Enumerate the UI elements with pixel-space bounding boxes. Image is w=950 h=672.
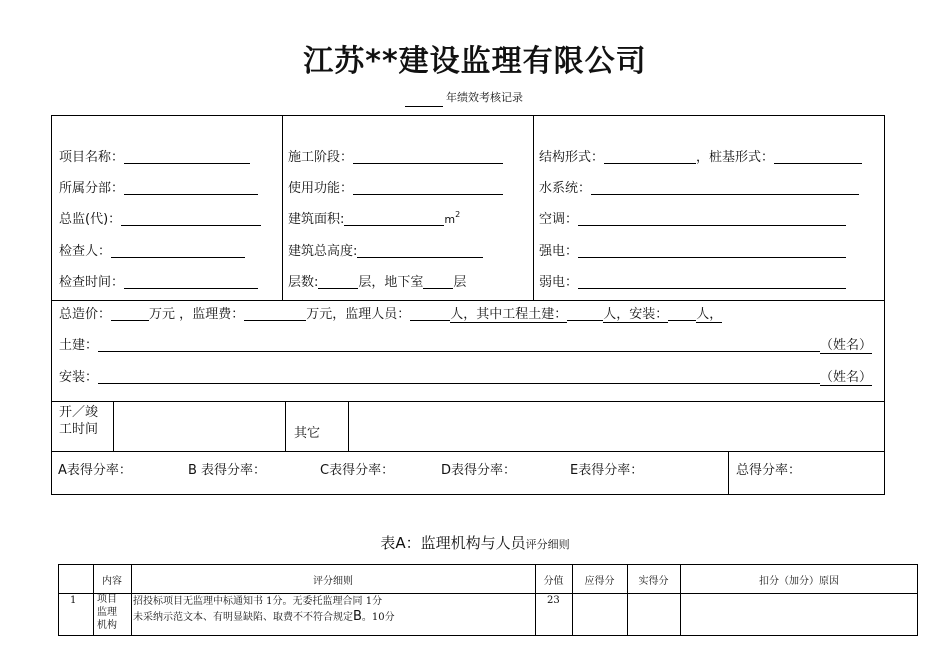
area-unit: m [444,213,456,226]
chief-supervisor-field [59,208,261,227]
field-blank[interactable] [567,306,603,321]
field-blank[interactable] [578,243,846,258]
field-label: 检查人： [59,244,112,259]
field-blank[interactable] [344,211,444,226]
name-hint: （姓名） [820,370,873,385]
civil-staff-row [59,334,872,353]
structure-form-field [539,146,862,165]
year-blank [405,92,443,107]
division-field [59,177,258,196]
start-end-time-label [59,404,98,438]
field-blank[interactable] [410,306,450,321]
table-a-title-main: 表A：监理机构与人员 [380,534,526,552]
field-label: 水系统： [539,181,592,196]
field-label: 建筑面积: [288,212,345,227]
field-blank[interactable] [774,149,862,164]
content-line: 监理 [97,607,117,618]
col-header-score: 分值 [543,576,564,587]
field-blank[interactable] [353,149,503,164]
field-label: 总造价： [59,307,112,322]
detail-text: 。10分 [361,612,395,623]
document-subtitle: 年绩效考核记录 [446,91,523,104]
field-label: 所属分部： [59,181,125,196]
field-blank[interactable] [578,211,846,226]
field-label: 层数: [288,275,319,290]
field-label: 总监(代)： [59,212,122,227]
inspector-field [59,240,245,259]
building-area-field [288,208,460,227]
divider [285,401,286,451]
field-blank[interactable] [124,274,258,289]
cost-row [59,303,722,322]
field-label: 土建： [59,338,99,353]
field-label: 安装： [59,370,99,385]
content-line: 机构 [97,620,117,631]
construction-stage-field [288,146,503,165]
name-hint: （姓名） [820,338,873,353]
col-header-reason: 扣分（加分）原因 [759,576,839,587]
field-blank[interactable] [423,274,453,289]
other-label: 其它 [294,426,321,441]
field-label: 强电： [539,244,579,259]
project-name-field [59,146,250,165]
row-content [97,593,117,632]
field-label: 人，其中工程土建： [450,307,568,322]
field-label: 万元，监理人员： [306,307,411,322]
score-total: 总得分率： [736,463,802,478]
divider [52,300,884,301]
score-d: D表得分率： [441,463,517,478]
detail-line: 招投标项目无监理中标通知书 1分。无委托监理合同 1分 [133,596,383,607]
col-header-content: 内容 [102,576,122,587]
usage-field [288,177,503,196]
field-label: ，桩基形式： [696,150,775,165]
score-e: E表得分率： [570,463,644,478]
row-score: 23 [547,595,560,606]
detail-text: 未采纳示范文本、有明显缺陷、取费不不符合规定 [133,612,353,623]
field-blank[interactable] [124,149,250,164]
table-a-title-sub: 评分细则 [525,538,570,551]
area-exponent: 2 [455,210,461,219]
floors-field [288,271,466,290]
weak-current-field [539,271,846,290]
detail-grade: B [353,609,362,624]
hvac-field [539,208,846,227]
field-label: 检查时间： [59,275,125,290]
field-label: 人，安装： [603,307,669,322]
divider [728,451,729,494]
table-a-title [0,532,950,553]
water-system-field [539,177,859,196]
row-number: 1 [70,595,77,606]
divider [52,401,884,402]
field-label: 建筑总高度: [288,244,358,259]
field-blank[interactable] [604,149,696,164]
field-blank[interactable] [357,243,483,258]
field-blank[interactable] [111,243,245,258]
field-label: 项目名称： [59,150,125,165]
divider [348,401,349,451]
field-label: 工时间 [59,422,99,437]
field-blank[interactable] [111,306,149,321]
divider [533,116,534,300]
inspection-time-field [59,271,258,290]
field-label: 层 [453,275,467,290]
install-staff-row [59,366,872,385]
detail-line [133,609,395,625]
divider [52,451,884,452]
field-label: 空调： [539,212,579,227]
score-a: A表得分率： [58,463,132,478]
field-blank[interactable] [578,274,846,289]
col-header-expected: 应得分 [584,576,615,587]
field-label: 使用功能： [288,181,354,196]
content-line: 项目 [97,594,117,605]
divider [282,116,283,300]
field-blank[interactable] [668,306,696,321]
field-blank[interactable] [98,369,820,384]
field-label: 结构形式： [539,150,605,165]
field-label: 开／竣 [59,405,99,420]
field-blank[interactable] [318,274,358,289]
field-label: 层，地下室 [358,275,424,290]
field-blank[interactable] [124,180,258,195]
field-blank[interactable] [98,337,820,352]
field-blank[interactable] [591,180,859,195]
col-header-actual: 实得分 [638,576,669,587]
field-label: 人， [696,307,723,322]
building-height-field [288,240,483,259]
field-label: 万元 [149,307,176,322]
field-blank[interactable] [121,211,261,226]
score-c: C表得分率： [320,463,395,478]
field-label: 监理费： [192,307,245,322]
field-label: 施工阶段： [288,150,354,165]
divider [113,401,114,451]
strong-current-field [539,240,846,259]
document-title: 江苏**建设监理有限公司 [303,44,647,79]
col-header-detail: 评分细则 [313,576,353,587]
field-blank[interactable] [244,306,306,321]
row-detail [133,594,395,625]
field-label: 弱电： [539,275,579,290]
field-blank[interactable] [353,180,503,195]
field-label: ， [179,307,193,322]
score-b: B 表得分率： [188,463,267,478]
